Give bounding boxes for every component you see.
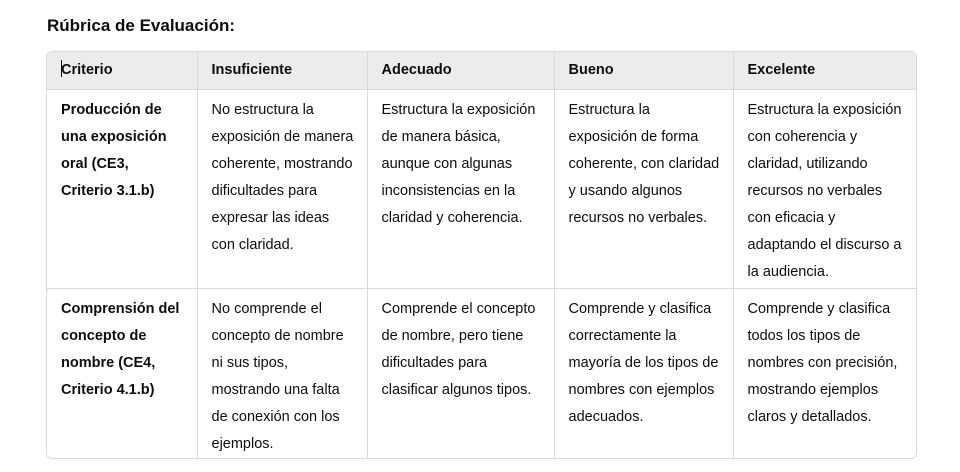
table-header-row [47, 52, 916, 89]
rubric-title: Rúbrica de Evaluación: [47, 16, 235, 35]
cell-excelente: Estructura la exposición con coherencia y claridad, utilizando recursos no verbales con eficacia y adaptando el discurso a la audiencia. [733, 89, 916, 288]
cell-adecuado: Comprende el concepto de nombre, pero tiene dificultades para clasificar algunos tipos. [367, 288, 554, 458]
table-row [47, 288, 916, 458]
header-criterio: Criterio [47, 52, 197, 89]
cell-criterio: Comprensión del concepto de nombre (CE4, Criterio 4.1.b) [47, 288, 197, 458]
cell-insuficiente: No estructura la exposición de manera coherente, mostrando dificultades para expresar las ideas con claridad. [197, 89, 367, 288]
cell-adecuado: Estructura la exposición de manera básica, aunque con algunas inconsistencias en la claridad y coherencia. [367, 89, 554, 288]
header-insuficiente: Insuficiente [197, 52, 367, 89]
header-bueno: Bueno [554, 52, 733, 89]
cell-insuficiente: No comprende el concepto de nombre ni sus tipos, mostrando una falta de conexión con los ejemplos. [197, 288, 367, 458]
table-row [47, 89, 916, 288]
header-adecuado: Adecuado [367, 52, 554, 89]
rubric-table [46, 51, 917, 459]
cell-criterio: Producción de una exposición oral (CE3, Criterio 3.1.b) [47, 89, 197, 288]
cell-excelente: Comprende y clasifica todos los tipos de nombres con precisión, mostrando ejemplos claros y detallados. [747, 300, 898, 425]
cell-bueno: Estructura la exposición de forma coherente, con claridad y usando algunos recursos no verbales. [554, 89, 733, 288]
header-excelente: Excelente [733, 52, 916, 89]
cell-bueno: Comprende y clasifica correctamente la mayoría de los tipos de nombres con ejemplos adecuados. [554, 288, 733, 458]
